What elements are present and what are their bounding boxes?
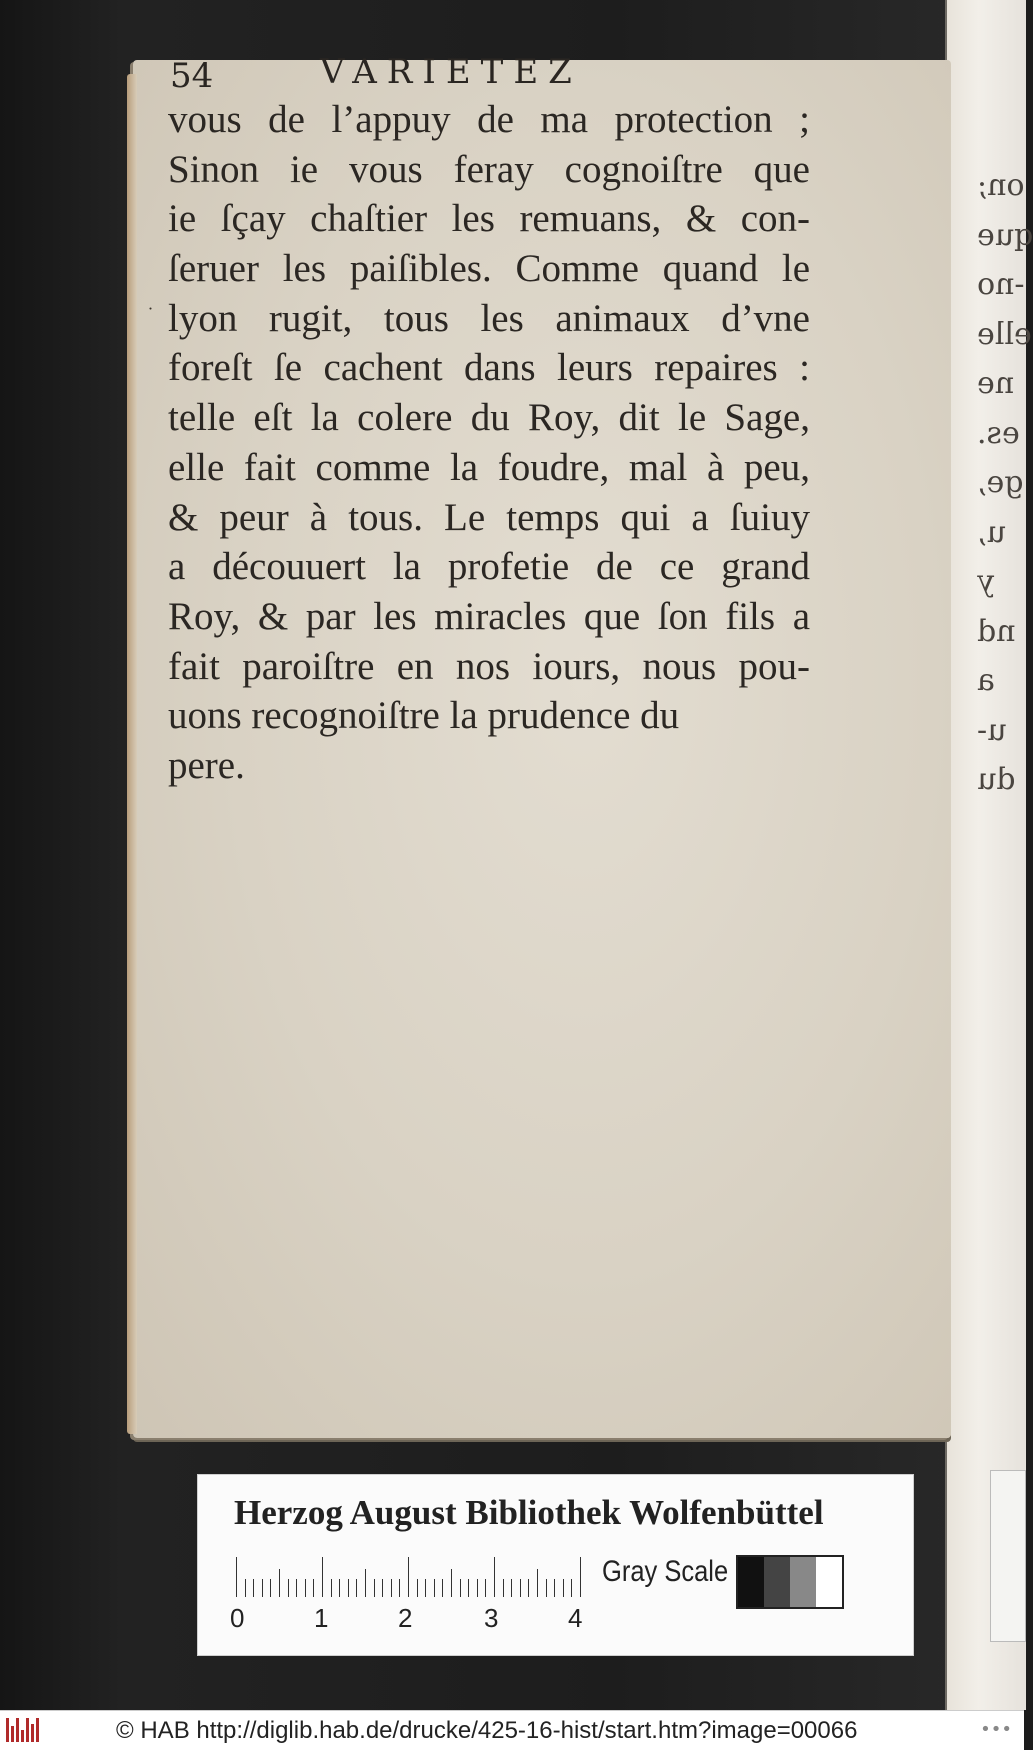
facing-page-fragment: ge, xyxy=(977,465,1024,500)
ruler-number: 3 xyxy=(484,1603,499,1633)
ruler-tick xyxy=(580,1557,581,1597)
gray-scale-swatches xyxy=(736,1555,844,1609)
ruler-tick xyxy=(313,1579,314,1597)
ruler-tick xyxy=(296,1579,297,1597)
text-line: elle fait comme la foudre, mal à peu, xyxy=(168,445,810,489)
ruler-tick xyxy=(322,1557,323,1597)
facing-page-fragment: que xyxy=(977,217,1033,253)
running-head-title: VARIETEZ xyxy=(320,52,582,92)
ruler-tick xyxy=(382,1579,383,1597)
ruler-tick xyxy=(262,1579,263,1597)
ruler-tick xyxy=(451,1569,452,1597)
ruler xyxy=(236,1557,582,1597)
ruler-tick xyxy=(554,1579,555,1597)
facing-page-fragment: on; xyxy=(977,168,1025,203)
facing-label-edge xyxy=(990,1470,1026,1642)
text-line: telle eſt la colere du Roy, dit le Sage, xyxy=(168,396,810,440)
ruler-number: 2 xyxy=(398,1603,413,1633)
margin-mark: ˙ xyxy=(146,305,155,326)
library-color-card xyxy=(197,1474,914,1656)
ruler-number: 0 xyxy=(230,1603,245,1633)
ruler-tick xyxy=(417,1579,418,1597)
facing-page-fragment: es. xyxy=(977,415,1020,451)
ruler-tick xyxy=(279,1569,280,1597)
ruler-tick xyxy=(305,1579,306,1597)
ruler-tick xyxy=(537,1569,538,1597)
more-icon[interactable]: ••• xyxy=(980,1719,1012,1740)
ruler-tick xyxy=(460,1579,461,1597)
ruler-tick xyxy=(236,1557,237,1597)
running-head xyxy=(170,52,810,96)
text-line: uons recognoiſtre la prudence du xyxy=(168,694,680,738)
ruler-tick xyxy=(503,1579,504,1597)
text-line: Sinon ie vous feray cognoiſtre que xyxy=(168,147,810,191)
ruler-tick xyxy=(374,1579,375,1597)
gray-swatch xyxy=(816,1557,842,1607)
ruler-tick xyxy=(546,1579,547,1597)
ruler-tick xyxy=(511,1579,512,1597)
ruler-tick xyxy=(520,1579,521,1597)
facing-page-edge xyxy=(945,0,1033,1710)
ruler-tick xyxy=(270,1579,271,1597)
ruler-number: 1 xyxy=(314,1603,329,1633)
ruler-tick xyxy=(485,1579,486,1597)
text-line: & peur à tous. Le temps qui a ſuiuy xyxy=(168,495,810,539)
ruler-tick xyxy=(528,1579,529,1597)
facing-page-fragment: u, xyxy=(977,514,1006,550)
facing-page-fragment: elle xyxy=(977,316,1032,352)
text-line: vous de l’appuy de ma protection ; xyxy=(168,98,810,141)
facing-page-fragment: u- xyxy=(977,712,1007,748)
facing-page-fragment: nd xyxy=(977,613,1016,649)
page-number: 54 xyxy=(170,56,214,96)
hab-logo-icon xyxy=(6,1718,46,1742)
gray-swatch xyxy=(764,1557,790,1607)
text-line: ie ſçay chaſtier les remuans, & con- xyxy=(168,197,810,241)
library-name: Herzog August Bibliothek Wolfenbüttel xyxy=(234,1493,824,1532)
ruler-tick xyxy=(391,1579,392,1597)
facing-page-fragment: ne xyxy=(977,366,1015,401)
gray-swatch xyxy=(790,1557,816,1607)
ruler-tick xyxy=(365,1569,366,1597)
ruler-tick xyxy=(288,1579,289,1597)
ruler-tick xyxy=(356,1579,357,1597)
ruler-tick xyxy=(442,1579,443,1597)
text-line: pere. xyxy=(168,743,245,787)
ruler-tick xyxy=(339,1579,340,1597)
text-line: Roy, & par les miracles que ſon fils a xyxy=(168,594,810,638)
ruler-tick xyxy=(434,1579,435,1597)
ruler-tick xyxy=(399,1579,400,1597)
ruler-tick xyxy=(348,1579,349,1597)
text-line: lyon rugit, tous les animaux d’vne xyxy=(168,296,810,340)
text-line: a découuert la profetie de ce grand xyxy=(168,545,810,589)
ruler-tick xyxy=(468,1579,469,1597)
text-line: ſeruer les paiſibles. Comme quand le xyxy=(168,247,810,291)
gray-swatch xyxy=(738,1557,764,1607)
page-body-text xyxy=(168,95,810,791)
ruler-tick xyxy=(425,1579,426,1597)
facing-page-fragment: a xyxy=(977,663,995,698)
ruler-tick xyxy=(571,1579,572,1597)
facing-page-fragment: -no xyxy=(977,267,1025,302)
ruler-tick xyxy=(408,1557,409,1597)
ruler-tick xyxy=(253,1579,254,1597)
ruler-tick xyxy=(245,1579,246,1597)
gray-scale-label: Gray Scale xyxy=(602,1555,729,1588)
ruler-tick xyxy=(331,1579,332,1597)
facing-page-fragment: du xyxy=(977,762,1016,797)
ruler-tick xyxy=(477,1579,478,1597)
text-line: foreſt ſe cachent dans leurs repaires : xyxy=(168,346,810,390)
ruler-number: 4 xyxy=(568,1603,583,1633)
text-line: fait paroiſtre en nos iours, nous pou- xyxy=(168,644,810,688)
ruler-tick xyxy=(494,1557,495,1597)
facing-page-fragment: y xyxy=(977,564,994,599)
footer-bar xyxy=(0,1710,1024,1750)
footer-link[interactable]: © HAB http://diglib.hab.de/drucke/425-16-hist/start.htm?image=00066 xyxy=(116,1717,858,1744)
ruler-tick xyxy=(563,1579,564,1597)
